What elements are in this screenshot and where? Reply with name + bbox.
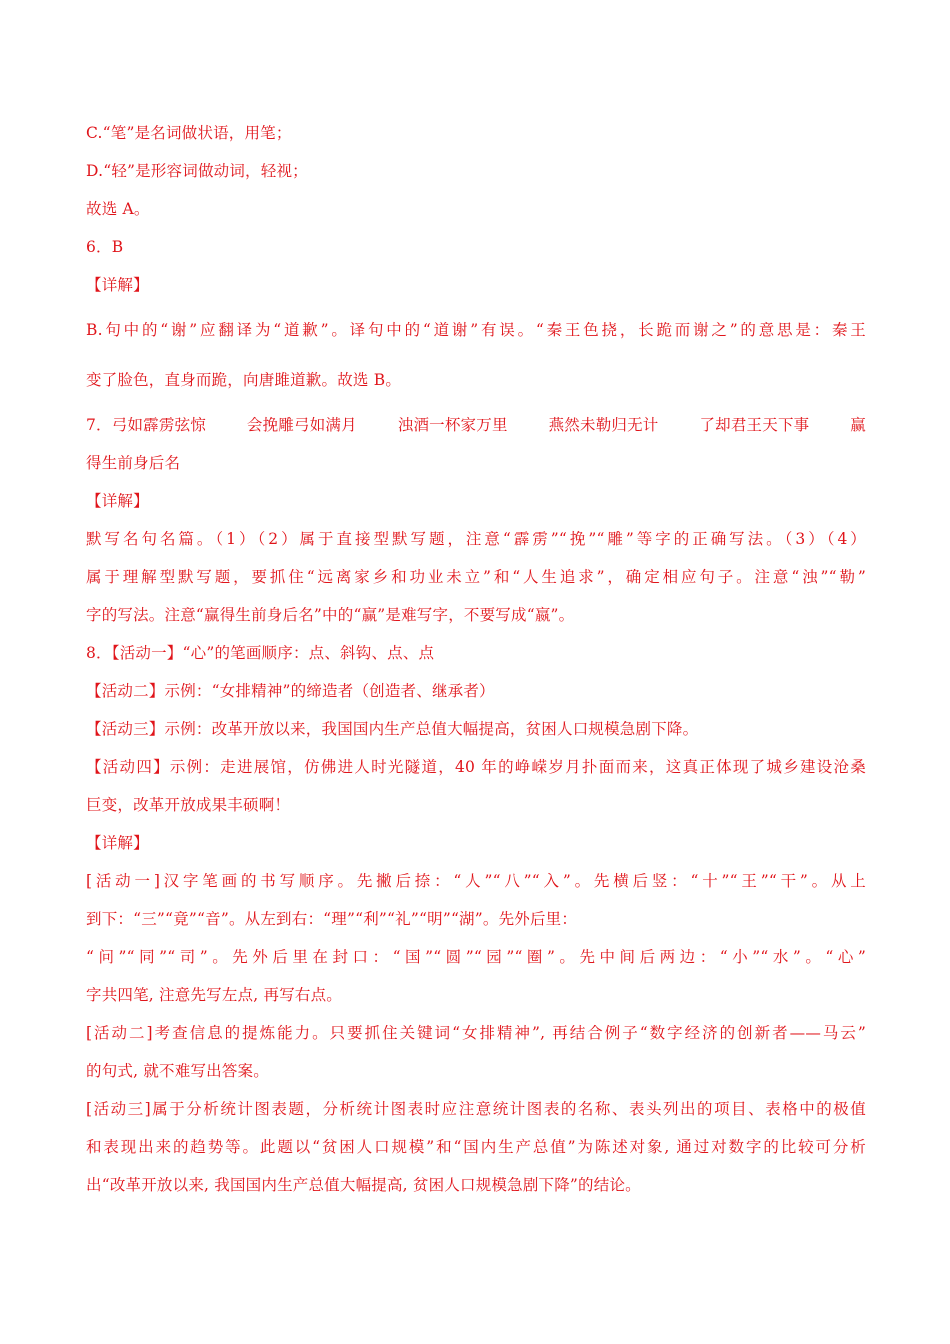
text-line: B.句中的“谢”应翻译为“道歉”。译句中的“道谢”有误。“秦王色挠，长跪而谢之”的意思是：秦王 [86,321,866,339]
answer-item: 会挽雕弓如满月 [246,416,357,434]
text-line: 故选 A。 [86,200,150,218]
section-heading: 【详解】 [86,492,149,510]
text-line: 到下：“三”“竟”“音”。从左到右：“理”“利”“礼”“明”“湖”。先外后里： [86,910,578,928]
text-line: D.“轻”是形容词做动词，轻视； [86,162,308,180]
text-line: 字的写法。注意“赢得生前身后名”中的“赢”是难写字，不要写成“嬴”。 [86,606,575,624]
text-line: 【活动二】示例：“女排精神”的缔造者（创造者、继承者） [86,682,495,700]
recitation-answers [86,414,866,436]
text-line: [活动一]汉字笔画的书写顺序。先撇后捺：“人”“八”“入”。先横后竖：“十”“王”“干”。从上 [86,872,866,890]
text-line: 出“改革开放以来, 我国国内生产总值大幅提高, 贫困人口规模急剧下降”的结论。 [86,1176,641,1194]
text-line: C.“笔”是名词做状语，用笔； [86,124,292,142]
text-line: 得生前身后名 [86,454,181,472]
text-line: 和表现出来的趋势等。此题以“贫困人口规模”和“国内生产总值”为陈述对象, 通过对数字的比较可分析 [86,1138,866,1156]
text-line: 属于理解型默写题，要抓住“远离家乡和功业未立”和“人生追求”，确定相应句子。注意“浊”“勒” [86,568,866,586]
answer-number: 8．【活动一】“心”的笔画顺序：点、斜钩、点、点 [86,644,435,662]
text-line: [活动二]考查信息的提炼能力。只要抓住关键词“女排精神”, 再结合例子“数字经济的创新者——马云” [86,1024,866,1042]
text-line: [活动三]属于分析统计图表题，分析统计图表时应注意统计图表的名称、表头列出的项目、表格中的极值 [86,1100,866,1118]
text-line: 默写名句名篇。（1）（2）属于直接型默写题，注意“霹雳”“挽”“雕”等字的正确写法。（3）（4） [86,530,866,548]
answer-item: 了却君王天下事 [699,416,810,434]
text-line: 字共四笔, 注意先写左点, 再写右点。 [86,986,343,1004]
answer-item: 弓如霹雳弦惊 [111,416,206,434]
answer-item: 燕然未勒归无计 [548,416,659,434]
text-line: “问”“同”“司”。先外后里在封口：“国”“圆”“园”“圈”。先中间后两边：“小”“水”。“心” [86,948,866,966]
text-line: 【活动三】示例：改革开放以来，我国国内生产总值大幅提高，贫困人口规模急剧下降。 [86,720,699,738]
text-line: 变了脸色，直身而跪，向唐雎道歉。故选 B。 [86,371,402,389]
text-line: 巨变，改革开放成果丰硕啊！ [86,796,291,814]
answer-item: 赢 [850,416,866,434]
answer-item: 浊酒一杯家万里 [397,416,508,434]
answer-number: 7．弓如霹雳弦惊 [86,416,206,434]
section-heading: 【详解】 [86,834,149,852]
answer-number: 6．B [86,238,124,256]
text-line: 【活动四】示例：走进展馆，仿佛进人时光隧道，40 年的峥嵘岁月扑面而来，这真正体现了城乡建设沧桑 [86,758,866,776]
text-line: 的句式, 就不难写出答案。 [86,1062,269,1080]
section-heading: 【详解】 [86,276,149,294]
